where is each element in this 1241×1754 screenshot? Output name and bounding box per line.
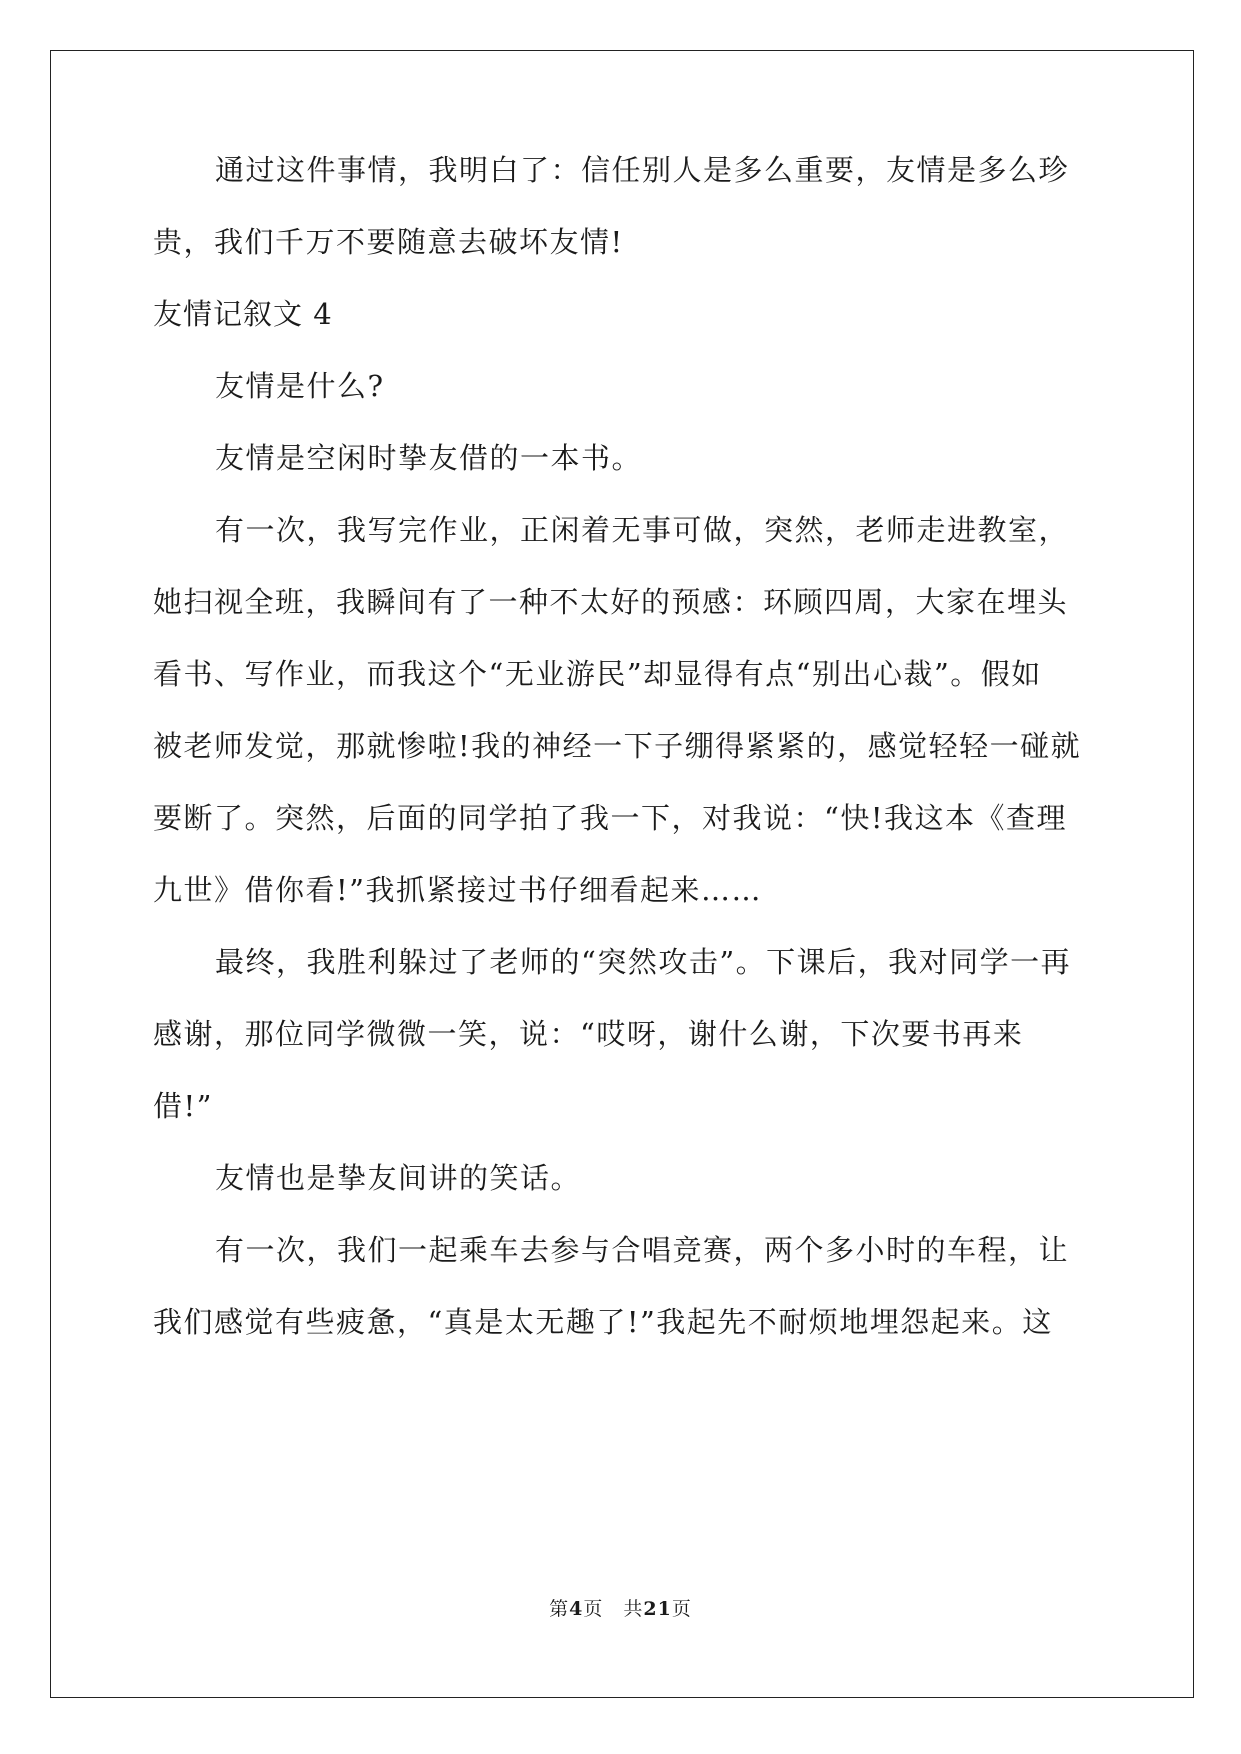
- paragraph-line: 友情也是挚友间讲的笑话。: [215, 1161, 582, 1195]
- page-footer: [0, 1596, 1241, 1622]
- footer-mid: 页 共: [583, 1598, 644, 1620]
- footer-suffix: 页: [671, 1598, 692, 1620]
- paragraph-line: 贵，我们千万不要随意去破坏友情!: [153, 225, 624, 259]
- section-heading: 友情记叙文 4: [153, 297, 333, 331]
- paragraph-line: 借!”: [153, 1089, 213, 1123]
- paragraph-line: 被老师发觉，那就惨啦!我的神经一下子绷得紧紧的，感觉轻轻一碰就: [153, 729, 1082, 763]
- footer-prefix: 第: [549, 1598, 570, 1620]
- paragraph-line: 看书、写作业，而我这个“无业游民”却显得有点“别出心裁”。假如: [153, 657, 1042, 691]
- paragraph-line: 友情是什么?: [215, 369, 385, 403]
- paragraph-line: 要断了。突然，后面的同学拍了我一下，对我说：“快!我这本《查理: [153, 801, 1067, 835]
- paragraph-line: 感谢，那位同学微微一笑，说：“哎呀，谢什么谢，下次要书再来: [153, 1017, 1024, 1051]
- paragraph-line: 有一次，我写完作业，正闲着无事可做，突然，老师走进教室，: [215, 513, 1070, 547]
- paragraph-line: 她扫视全班，我瞬间有了一种不太好的预感：环顾四周，大家在埋头: [153, 585, 1069, 619]
- footer-total-pages: 21: [643, 1598, 672, 1620]
- paragraph-line: 九世》借你看!”我抓紧接过书仔细看起来……: [153, 873, 762, 907]
- paragraph-line: 我们感觉有些疲惫，“真是太无趣了!”我起先不耐烦地埋怨起来。这: [153, 1305, 1053, 1339]
- paragraph-line: 有一次，我们一起乘车去参与合唱竞赛，两个多小时的车程，让: [215, 1233, 1070, 1267]
- paragraph-line: 最终，我胜利躲过了老师的“突然攻击”。下课后，我对同学一再: [215, 945, 1072, 979]
- paragraph-line: 友情是空闲时挚友借的一本书。: [215, 441, 643, 475]
- footer-page-number: 4: [569, 1598, 584, 1620]
- paragraph-line: 通过这件事情，我明白了：信任别人是多么重要，友情是多么珍: [215, 153, 1070, 187]
